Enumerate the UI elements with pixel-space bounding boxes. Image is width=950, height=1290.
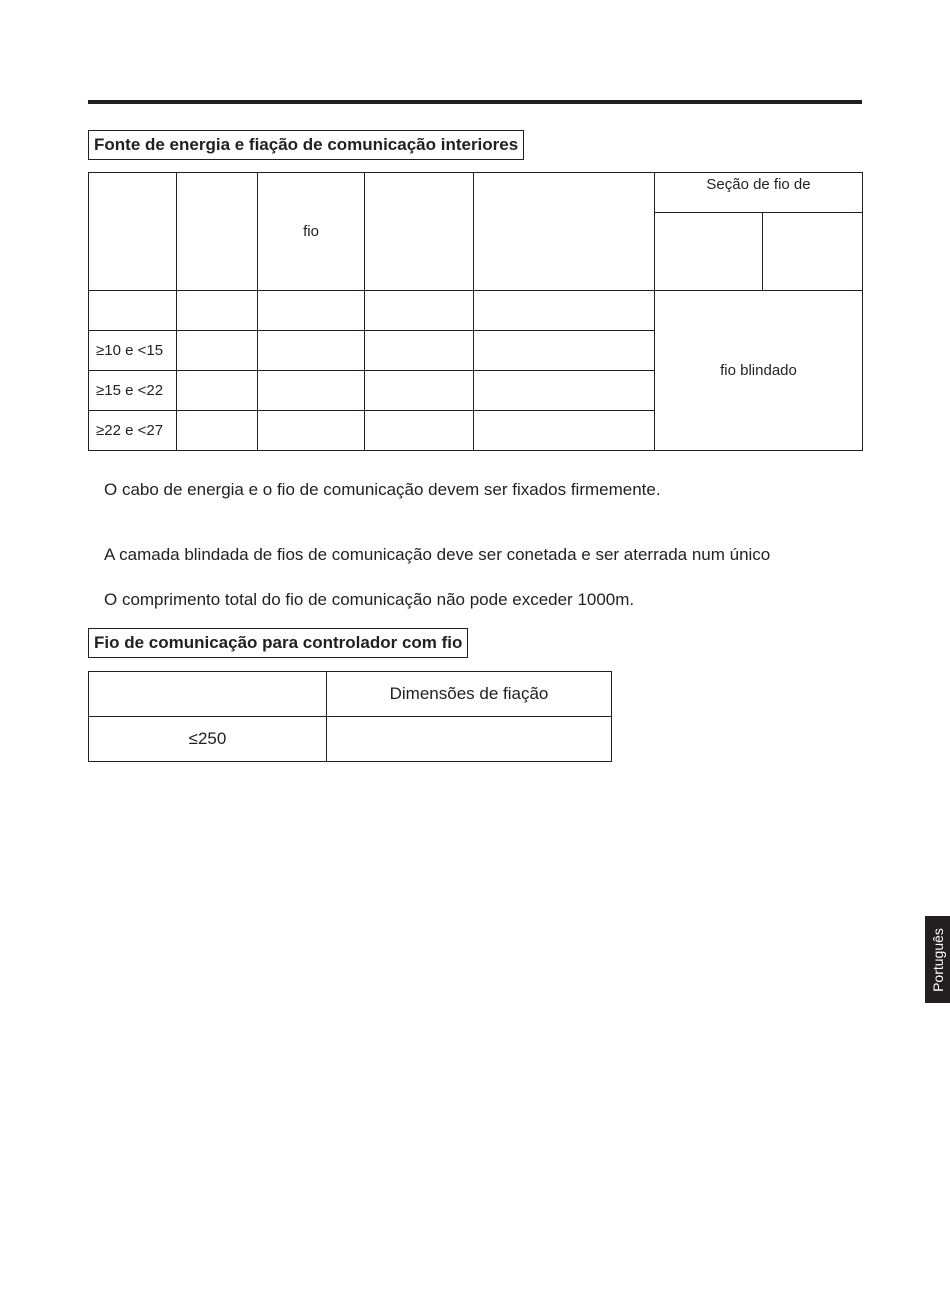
header-cell [365,173,474,291]
header-cell [474,173,655,291]
header-wiring-dimensions: Dimensões de fiação [327,672,612,717]
table-cell [258,331,365,371]
table-row [89,717,612,762]
table-cell [365,411,474,451]
row-label: ≥22 e <27 [89,411,177,451]
row-label: ≥15 e <22 [89,371,177,411]
power-wiring-table [88,172,863,451]
table-cell [177,331,258,371]
language-label: Português [929,927,946,992]
table-cell [258,291,365,331]
language-tab [925,916,950,1003]
table-cell [474,371,655,411]
note-shield-grounding: A camada blindada de fios de comunicação deve ser conetada e ser aterrada num único [104,545,771,564]
header-cell [177,173,258,291]
controller-wiring-table [88,671,612,762]
table-cell [365,291,474,331]
table-header-row [89,672,612,717]
note-total-length: O comprimento total do fio de comunicação não pode exceder 1000m. [104,590,635,609]
header-subcell [655,213,763,291]
table-cell [327,717,612,762]
row-length-value: ≤250 [89,717,327,762]
merged-shielded-wire-cell: fio blindado [655,291,863,451]
table-row [89,291,863,331]
table-cell [177,291,258,331]
table-cell [365,331,474,371]
table-cell [258,411,365,451]
table-cell [177,371,258,411]
header-cell [89,173,177,291]
header-wire-section: Seção de fio de [655,173,863,213]
table-cell [474,411,655,451]
table-cell [474,291,655,331]
top-rule [88,100,862,104]
section-title-power-wiring: Fonte de energia e fiação de comunicação interiores [88,130,524,160]
header-cell [89,672,327,717]
table-cell [258,371,365,411]
row-label [89,291,177,331]
table-cell [177,411,258,451]
table-cell [474,331,655,371]
row-label: ≥10 e <15 [89,331,177,371]
header-subcell [763,213,863,291]
section-title-wired-controller: Fio de comunicação para controlador com fio [88,628,468,658]
note-fixing: O cabo de energia e o fio de comunicação devem ser fixados firmemente. [104,480,661,499]
table-cell [365,371,474,411]
header-cell-fio: fio [258,173,365,291]
